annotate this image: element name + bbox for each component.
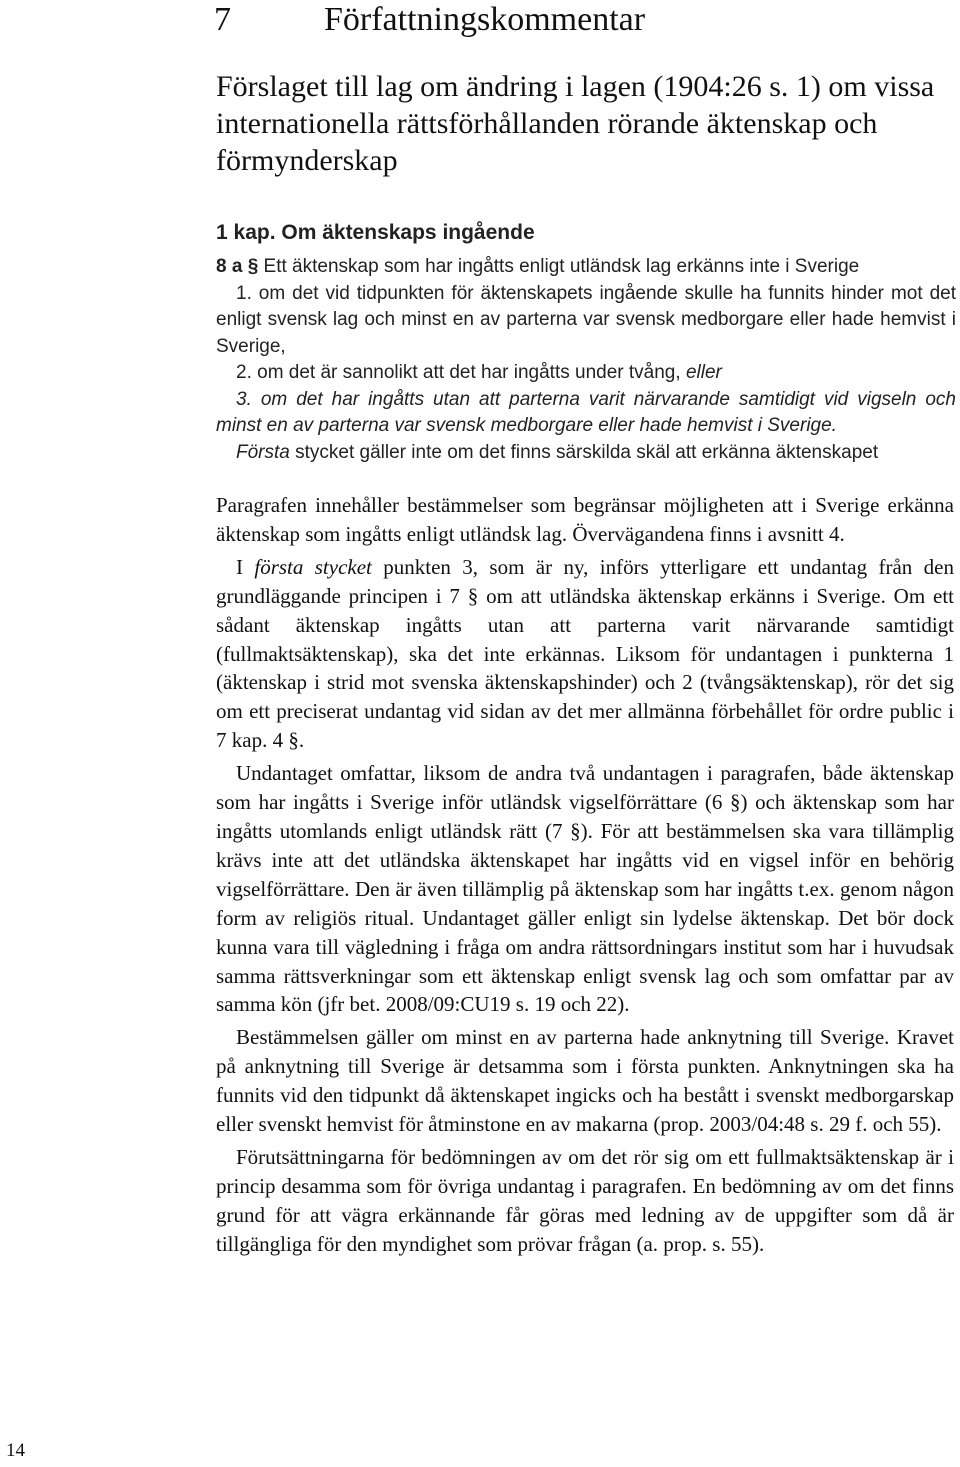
chapter-subheading: 1 kap. Om äktenskaps ingående — [216, 221, 535, 244]
statute-item-2-suffix: eller — [685, 362, 722, 383]
statute-item-3: 3. om det har ingåtts utan att parterna varit närvarande samtidigt vid vigseln och minst en av parterna var svensk medborgare eller hade hemvist i Sverige. — [216, 388, 956, 436]
chapter-title: Författningskommentar — [324, 1, 646, 38]
commentary-paragraph-2 — [216, 553, 954, 755]
section-intro: Ett äktenskap som har ingåtts enligt utländsk lag erkänns inte i Sverige — [263, 256, 860, 277]
statute-item-2-text: 2. om det är sannolikt att det har ingåtts under tvång, — [236, 362, 681, 383]
commentary-paragraph-5: Förutsättningarna för bedömningen av om det rör sig om ett fullmaktsäktenskap är i princip desamma som för övriga undantag i paragrafen. En bedömning av om det finns grund för att vägra erkännande får göras med ledning av de uppgifter som då är tillgängliga för den myndighet som prövar frågan (a. prop. s. 55). — [216, 1144, 954, 1256]
commentary-p2-rest: punkten 3, som är ny, införs ytterligare ett undantag från den grundläggande principen i 7 § om att utländska äktenskap erkänns i Sverige. Om ett sådant äktenskap ingåtts utan att parterna varit närvarande samtidigt (fullmaktsäktenskap), ska det inte erkännas. Liksom för undantagen i punkterna 1 (äktenskap i strid mot svenska äktenskapshinder) och 2 (tvångsäktenskap), rör det sig om ett preciserat undantag vid sidan av det mer allmänna förbehållet för ordre public i 7 kap. 4 §. — [216, 554, 954, 753]
commentary-paragraph-3: Undantaget omfattar, liksom de andra två undantagen i paragrafen, både äktenskap som har ingåtts i Sverige inför utländsk vigselförrättare (6 §) och äktenskap som har ingåtts utomlands enligt utländsk rätt (7 §). För att bestämmelsen ska vara tillämplig krävs inte att det utländska äktenskapet har ingåtts vid en vigsel inför en behörig vigselförrättare. Den är även tillämplig på äktenskap som har ingåtts t.ex. genom någon form av religiös ritual. Undantaget gäller enligt sin lydelse äktenskap. Det bör dock kunna vara till vägledning i fråga om andra rättsordningars institut som har i huvudsak samma rättsverkningar som ett äktenskap enligt svensk lag och som omfattar par av samma kön (jfr bet. 2008/09:CU19 s. 19 och 22). — [216, 761, 954, 1017]
commentary-paragraph-4: Bestämmelsen gäller om minst en av parterna hade anknytning till Sverige. Kravet på anknytning till Sverige är detsamma som i första punkten. Anknytningen ska ha funnits vid den tidpunkt då äktenskapet ingicks och ha bestått i svenskt medborgarskap eller svenskt hemvist för åtminstone en av makarna (prop. 2003/04:48 s. 29 f. och 55). — [216, 1025, 954, 1137]
statute-text — [216, 218, 956, 466]
commentary-p2-italic: första stycket — [254, 554, 372, 579]
chapter-number: 7 — [214, 1, 231, 38]
chapter-heading — [214, 0, 645, 40]
law-proposal-title: Förslaget till lag om ändring i lagen (1904:26 s. 1) om vissa internationella rättsförhållanden rörande äktenskap och förmynderskap — [216, 70, 935, 177]
section-label: 8 a § — [216, 256, 259, 277]
section-line — [216, 254, 956, 281]
commentary-paragraph-1: Paragrafen innehåller bestämmelser som begränsar möjligheten att i Sverige erkänna äktenskap som ingåtts enligt utländsk lag. Övervägandena finns i avsnitt 4. — [216, 493, 954, 546]
statute-item-2 — [216, 360, 956, 387]
page-number: 14 — [6, 1440, 25, 1461]
statute-last-italic: Första — [236, 441, 290, 463]
statute-last-text: stycket gäller inte om det finns särskilda skäl att erkänna äktenskapet — [295, 441, 879, 463]
commentary-p2-start: I — [236, 554, 243, 579]
commentary — [216, 491, 954, 1259]
statute-last-paragraph — [216, 440, 956, 467]
statute-item-1: 1. om det vid tidpunkten för äktenskapets ingående skulle ha funnits hinder mot det enligt svensk lag och minst en av parterna var svensk medborgare eller hade hemvist i Sverige, — [216, 282, 956, 357]
